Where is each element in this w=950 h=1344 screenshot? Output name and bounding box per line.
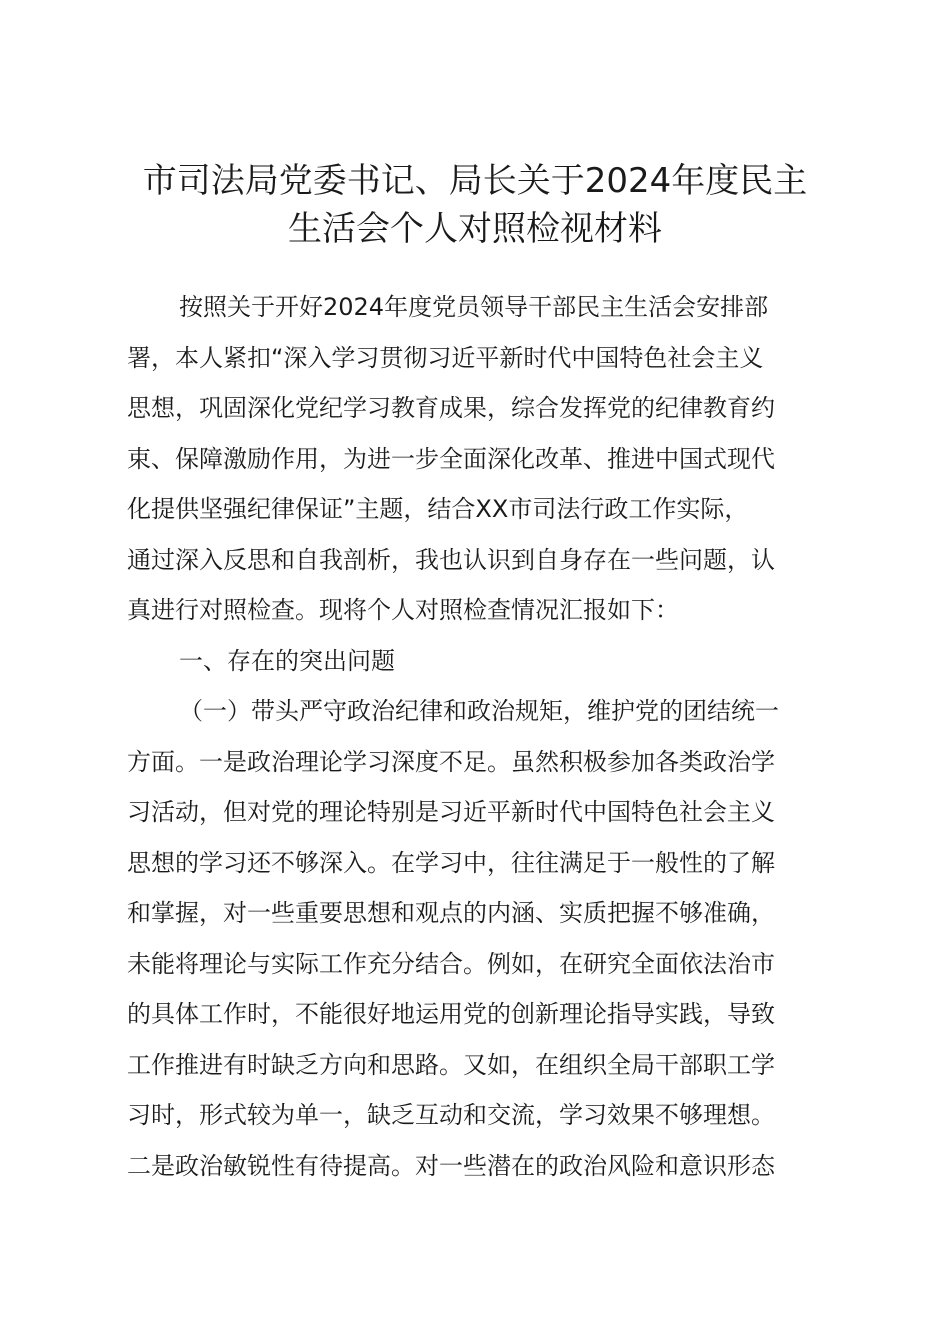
title-line: 生活会个人对照检视材料 [288,209,662,249]
paragraph-line: 习时，形式较为单一，缺乏互动和交流，学习效果不够理想。 [127,1101,775,1129]
paragraph-line: 思想，巩固深化党纪学习教育成果，综合发挥党的纪律教育约 [127,394,775,422]
paragraph-line: 真进行对照检查。现将个人对照检查情况汇报如下： [127,596,679,624]
paragraph-line: 未能将理论与实际工作充分结合。例如，在研究全面依法治市 [127,949,775,978]
paragraph-line: 方面。一是政治理论学习深度不足。虽然积极参加各类政治学 [127,747,775,776]
paragraph-line: 思想的学习还不够深入。在学习中，往往满足于一般性的了解 [127,848,775,877]
paragraph-line: （一）带头严守政治纪律和政治规矩，维护党的团结统一 [179,697,779,725]
paragraph-line: 习活动，但对党的理论特别是习近平新时代中国特色社会主义 [127,798,775,826]
paragraph-line: 按照关于开好2024年度党员领导干部民主生活会安排部 [179,293,769,321]
paragraph-line: 和掌握，对一些重要思想和观点的内涵、实质把握不够准确， [127,899,775,927]
document-title [100,157,850,253]
section-heading: 一、存在的突出问题 [179,646,395,675]
paragraph-line: 通过深入反思和自我剖析，我也认识到自身存在一些问题，认 [127,545,775,574]
paragraph-line: 化提供坚强纪律保证”主题，结合XX市司法行政工作实际， [127,495,749,523]
paragraph-line: 工作推进有时缺乏方向和思路。又如，在组织全局干部职工学 [127,1050,775,1079]
title-line: 市司法局党委书记、局长关于2024年度民主 [142,161,808,201]
document-body [127,282,829,1191]
paragraph-line: 束、保障激励作用，为进一步全面深化改革、推进中国式现代 [127,444,775,473]
paragraph-line: 二是政治敏锐性有待提高。对一些潜在的政治风险和意识形态 [127,1151,775,1180]
paragraph-line: 署，本人紧扣“深入学习贯彻习近平新时代中国特色社会主义 [127,343,764,372]
paragraph-line: 的具体工作时，不能很好地运用党的创新理论指导实践，导致 [127,1000,775,1028]
